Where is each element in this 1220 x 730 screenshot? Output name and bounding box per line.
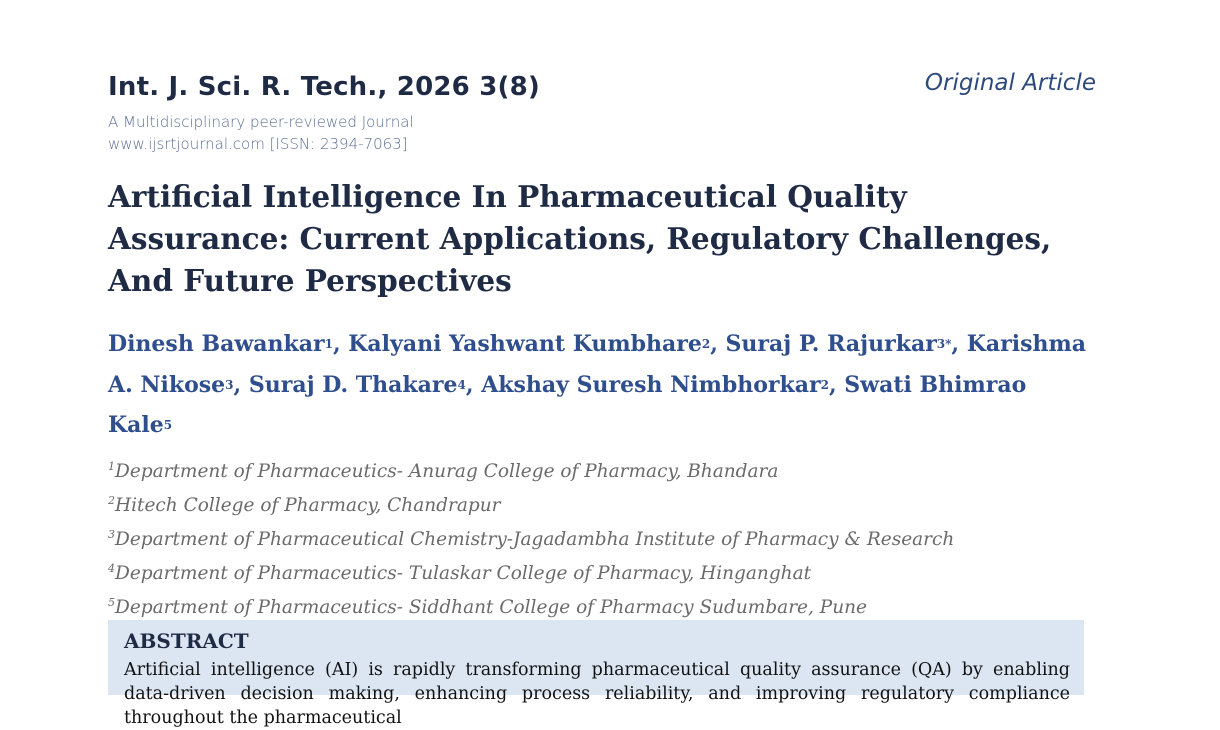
- author: [108, 331, 348, 357]
- author-separator: ,: [951, 331, 967, 357]
- affiliation-number: 2: [108, 494, 115, 507]
- affiliation-number: 4: [108, 562, 115, 575]
- affiliation-line: [108, 486, 1098, 520]
- affiliation-line: [108, 452, 1098, 486]
- affiliation-number: 3: [108, 528, 115, 541]
- affiliation-mark: 3*: [936, 337, 952, 351]
- author-separator: ,: [710, 331, 726, 357]
- affiliation-text: Department of Pharmaceutics- Siddhant College of Pharmacy Sudumbare, Pune: [115, 597, 867, 618]
- affiliation-text: Hitech College of Pharmacy, Chandrapur: [115, 495, 501, 516]
- abstract-heading: ABSTRACT: [124, 629, 249, 653]
- abstract-text: Artificial intelligence (AI) is rapidly transforming pharmaceutical quality assurance (QA) by enabling data-driven decision making, enhancing process reliability, and improving regulatory compliance throughout the pharmaceutical: [124, 660, 1070, 728]
- affiliation-number: 1: [108, 460, 115, 473]
- author-name: Dinesh Bawankar: [108, 331, 325, 357]
- journal-citation: Int. J. Sci. R. Tech., 2026 3(8): [108, 72, 540, 102]
- author: [348, 331, 725, 357]
- paper-title: Artificial Intelligence In Pharmaceutical Quality Assurance: Current Applications, Regulatory Challenges, And Future Perspectives: [108, 179, 1052, 298]
- author-name: Suraj D. Thakare: [248, 371, 458, 398]
- affiliation-mark: 1: [324, 337, 333, 351]
- journal-website[interactable]: www.ijsrtjournal.com [ISSN: 2394-7063]: [108, 135, 408, 153]
- affiliation-number: 5: [108, 596, 115, 609]
- author-name: Karishma A. Nikose: [108, 331, 1086, 398]
- affiliation-line: [108, 588, 1098, 622]
- author: [249, 372, 481, 398]
- author-separator: ,: [332, 331, 349, 357]
- author-name: Akshay Suresh Nimbhorkar: [481, 371, 821, 398]
- affiliation-line: [108, 520, 1098, 554]
- journal-tagline: A Multidisciplinary peer-reviewed Journal: [108, 113, 414, 131]
- affiliation-text: Department of Pharmaceutics- Anurag College of Pharmacy, Bhandara: [115, 461, 779, 482]
- affiliation-list: [108, 452, 1098, 622]
- affiliation-mark: 5: [163, 418, 173, 432]
- author: [726, 331, 967, 357]
- author-separator: ,: [465, 371, 482, 398]
- author-list: [108, 324, 1098, 446]
- affiliation-line: [108, 554, 1098, 588]
- affiliation-mark: 3: [225, 377, 234, 392]
- affiliation-mark: 4: [457, 377, 466, 392]
- affiliation-text: Department of Pharmaceutics- Tulaskar College of Pharmacy, Hinganghat: [115, 563, 812, 584]
- author-name: Kalyani Yashwant Kumbhare: [348, 331, 702, 357]
- abstract-box: [108, 620, 1084, 728]
- article-type-label: Original Article: [924, 70, 1096, 96]
- author-name: Swati Bhimrao Kale: [108, 371, 1027, 438]
- author-name: Suraj P. Rajurkar: [725, 331, 937, 357]
- affiliation-mark: 2: [820, 377, 829, 392]
- affiliation-text: Department of Pharmaceutical Chemistry-Jagadambha Institute of Pharmacy & Research: [115, 529, 955, 550]
- author-separator: ,: [828, 371, 845, 398]
- author-separator: ,: [233, 371, 249, 398]
- author: [481, 372, 844, 398]
- affiliation-mark: 2: [701, 337, 711, 351]
